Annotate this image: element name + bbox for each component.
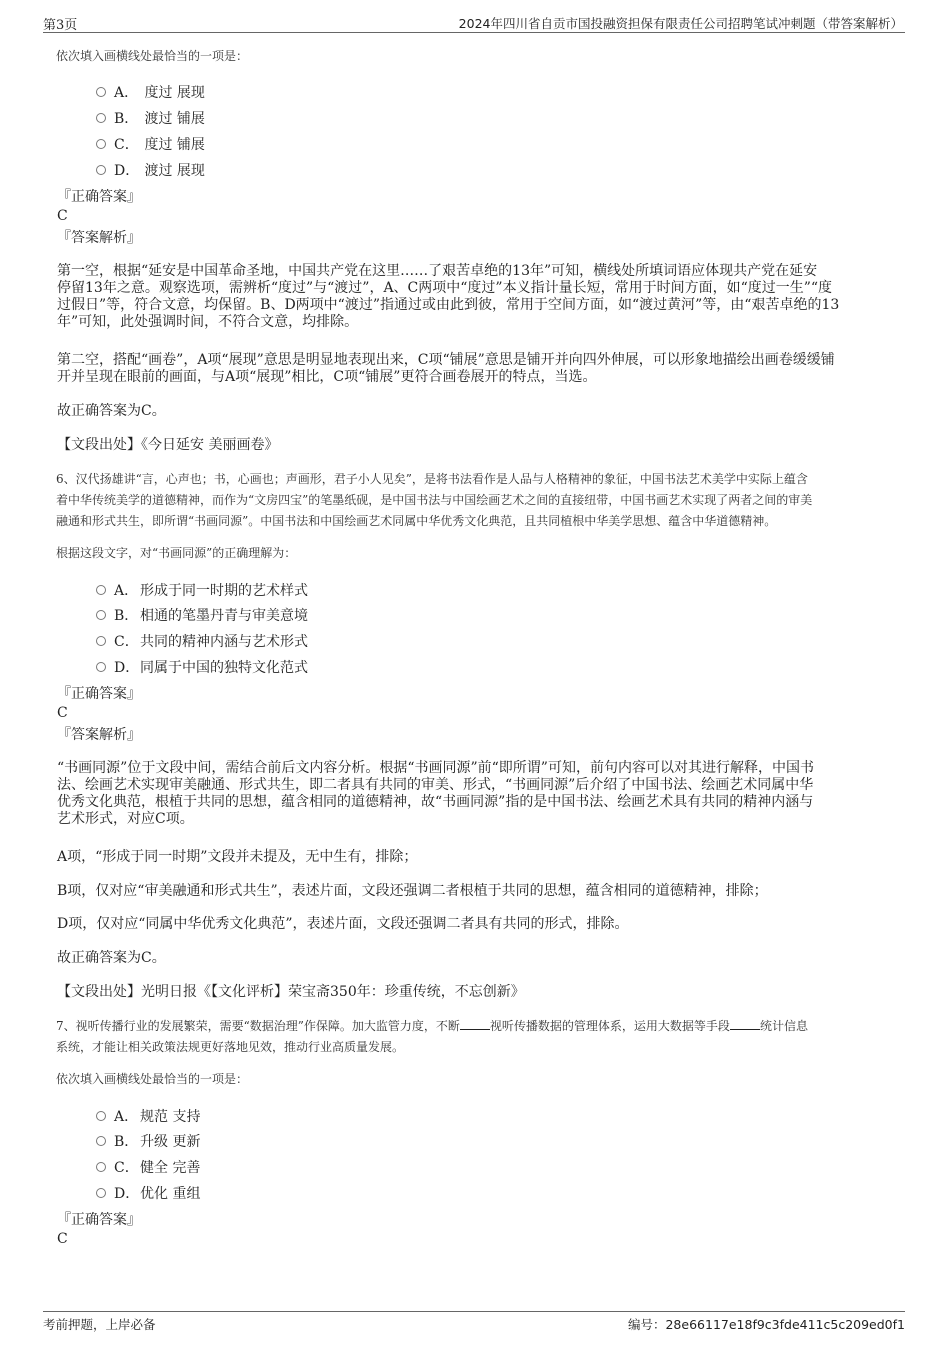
q6-analysis-b: B项，仅对应“审美融通和形式共生”，表述片面，文段还强调二者根植于共同的思想，蕴含相同的道德精神，排除； <box>57 883 768 899</box>
fill-blank-2 <box>730 1019 760 1030</box>
q6-answer: C <box>57 705 68 721</box>
q7-prompt: 依次填入画横线处最恰当的一项是： <box>56 1072 249 1086</box>
radio-icon[interactable] <box>96 139 106 149</box>
q6-option-a[interactable]: A． 形成于同一时期的艺术样式 <box>96 580 308 600</box>
q5-option-d[interactable]: D． 渡过 展现 <box>96 160 205 180</box>
q6-source: 【文段出处】光明日报《【文化评析】荣宝斋350年：珍重传统，不忘创新》 <box>57 984 525 1000</box>
q5-analysis-paragraph-1: 第一空，根据“延安是中国革命圣地，中国共产党在这里……了艰苦卓绝的13年”可知，横线处所填词语应体现共产党在延安 停留13年之意。观察选项，需辨析“度过”与“渡过”，A、C两项中“度过”本义指计量长短，常用于时间方面，如“度过一生”“度 过假日”等，符合文意，均保留。B、D两项中“渡过”指通过或由此到彼，常用于空间方面，如“渡过黄河”等，由“艰苦卓绝的13 年”可知，此处强调时间，不符合文意，均排除。 <box>57 263 840 330</box>
q6-analysis-heading: 『答案解析』 <box>57 727 141 743</box>
q7-answer: C <box>57 1231 68 1247</box>
q5-option-a[interactable]: A． 度过 展现 <box>96 82 205 102</box>
q6-passage: 6、汉代扬雄讲“言，心声也；书，心画也；声画形，君子小人见矣”，是将书法看作是人品与人格精神的象征，中国书法艺术美学中实际上蕴含 着中华传统美学的道德精神，而作为“文房四宝”的笔墨纸砚，是中国书法与中国绘画艺术之间的直接纽带，中国书画艺术实现了两者之间的审美 融通和形式共生，即所谓“书画同源”。中国书法和中国绘画艺术同属中华优秀文化典范，且共同植根中华美学思想、蕴含中华道德精神。 <box>56 472 813 528</box>
radio-icon[interactable] <box>96 610 106 620</box>
q5-answer: C <box>57 208 68 224</box>
q7-answer-heading: 『正确答案』 <box>57 1212 141 1228</box>
radio-icon[interactable] <box>96 165 106 175</box>
fill-blank-1 <box>460 1019 490 1030</box>
q5-analysis-heading: 『答案解析』 <box>57 230 141 246</box>
q6-conclusion: 故正确答案为C。 <box>57 950 166 966</box>
q5-source: 【文段出处】《今日延安 美丽画卷》 <box>57 437 279 453</box>
q6-analysis-d: D项，仅对应“同属中华优秀文化典范”，表述片面，文段还强调二者具有共同的形式，排除。 <box>57 916 629 932</box>
q6-option-b[interactable]: B． 相通的笔墨丹青与审美意境 <box>96 605 308 625</box>
radio-icon[interactable] <box>96 87 106 97</box>
q5-conclusion: 故正确答案为C。 <box>57 403 166 419</box>
radio-icon[interactable] <box>96 1111 106 1121</box>
q6-answer-heading: 『正确答案』 <box>57 686 141 702</box>
radio-icon[interactable] <box>96 662 106 672</box>
page-footer <box>43 1311 905 1334</box>
radio-icon[interactable] <box>96 1136 106 1146</box>
radio-icon[interactable] <box>96 1162 106 1172</box>
q5-prompt: 依次填入画横线处最恰当的一项是： <box>56 49 249 63</box>
q5-analysis-paragraph-2: 第二空，搭配“画卷”，A项“展现”意思是明显地表现出来，C项“铺展”意思是铺开并向四外伸展，可以形象地描绘出画卷缓缓铺 开并呈现在眼前的画面，与A项“展现”相比，C项“铺展”更符合画卷展开的特点，当选。 <box>57 352 835 385</box>
q7-option-d[interactable]: D．优化 重组 <box>96 1183 200 1203</box>
document-code: 编号：28e66117e18f9c3fde411c5c209ed0f1 <box>627 1317 905 1332</box>
q7-option-a[interactable]: A． 规范 支持 <box>96 1106 200 1126</box>
q7-option-b[interactable]: B． 升级 更新 <box>96 1131 200 1151</box>
q6-option-d[interactable]: D．同属于中国的独特文化范式 <box>96 657 308 677</box>
q5-answer-heading: 『正确答案』 <box>57 189 141 205</box>
q7-option-c[interactable]: C．健全 完善 <box>96 1157 200 1177</box>
page-number: 第3页 <box>43 18 78 33</box>
q5-option-b[interactable]: B． 渡过 铺展 <box>96 108 205 128</box>
radio-icon[interactable] <box>96 636 106 646</box>
page-header <box>43 12 905 33</box>
radio-icon[interactable] <box>96 1188 106 1198</box>
q6-analysis-a: A项，“形成于同一时期”文段并未提及，无中生有，排除； <box>57 849 418 865</box>
footer-slogan: 考前押题，上岸必备 <box>43 1317 156 1332</box>
document-title: 2024年四川省自贡市国投融资担保有限责任公司招聘笔试冲刺题（带答案解析） <box>458 16 903 31</box>
q5-option-c[interactable]: C． 度过 铺展 <box>96 134 205 154</box>
radio-icon[interactable] <box>96 113 106 123</box>
q6-option-c[interactable]: C．共同的精神内涵与艺术形式 <box>96 631 308 651</box>
q6-prompt: 根据这段文字，对“书画同源”的正确理解为： <box>56 546 297 560</box>
q6-analysis-paragraph-1: “书画同源”位于文段中间，需结合前后文内容分析。根据“书画同源”前“即所谓”可知，前句内容可以对其进行解释，中国书 法、绘画艺术实现审美融通、形式共生，即二者具有共同的审美、形式，“书画同源”后介绍了中国书法、绘画艺术同属中华 优秀文化典范，根植于共同的思想，蕴含相同的道德精神，故“书画同源”指的是中国书法、绘画艺术具有共同的精神内涵与 艺术形式，对应C项。 <box>57 760 814 827</box>
radio-icon[interactable] <box>96 585 106 595</box>
q7-passage: 7、视听传播行业的发展繁荣，需要“数据治理”作保障。加大监管力度，不断 视听传播数据的管理体系，运用大数据等手段 统计信息 系统，才能让相关政策法规更好落地见效，推动行业高质量发展。 <box>56 1019 808 1054</box>
